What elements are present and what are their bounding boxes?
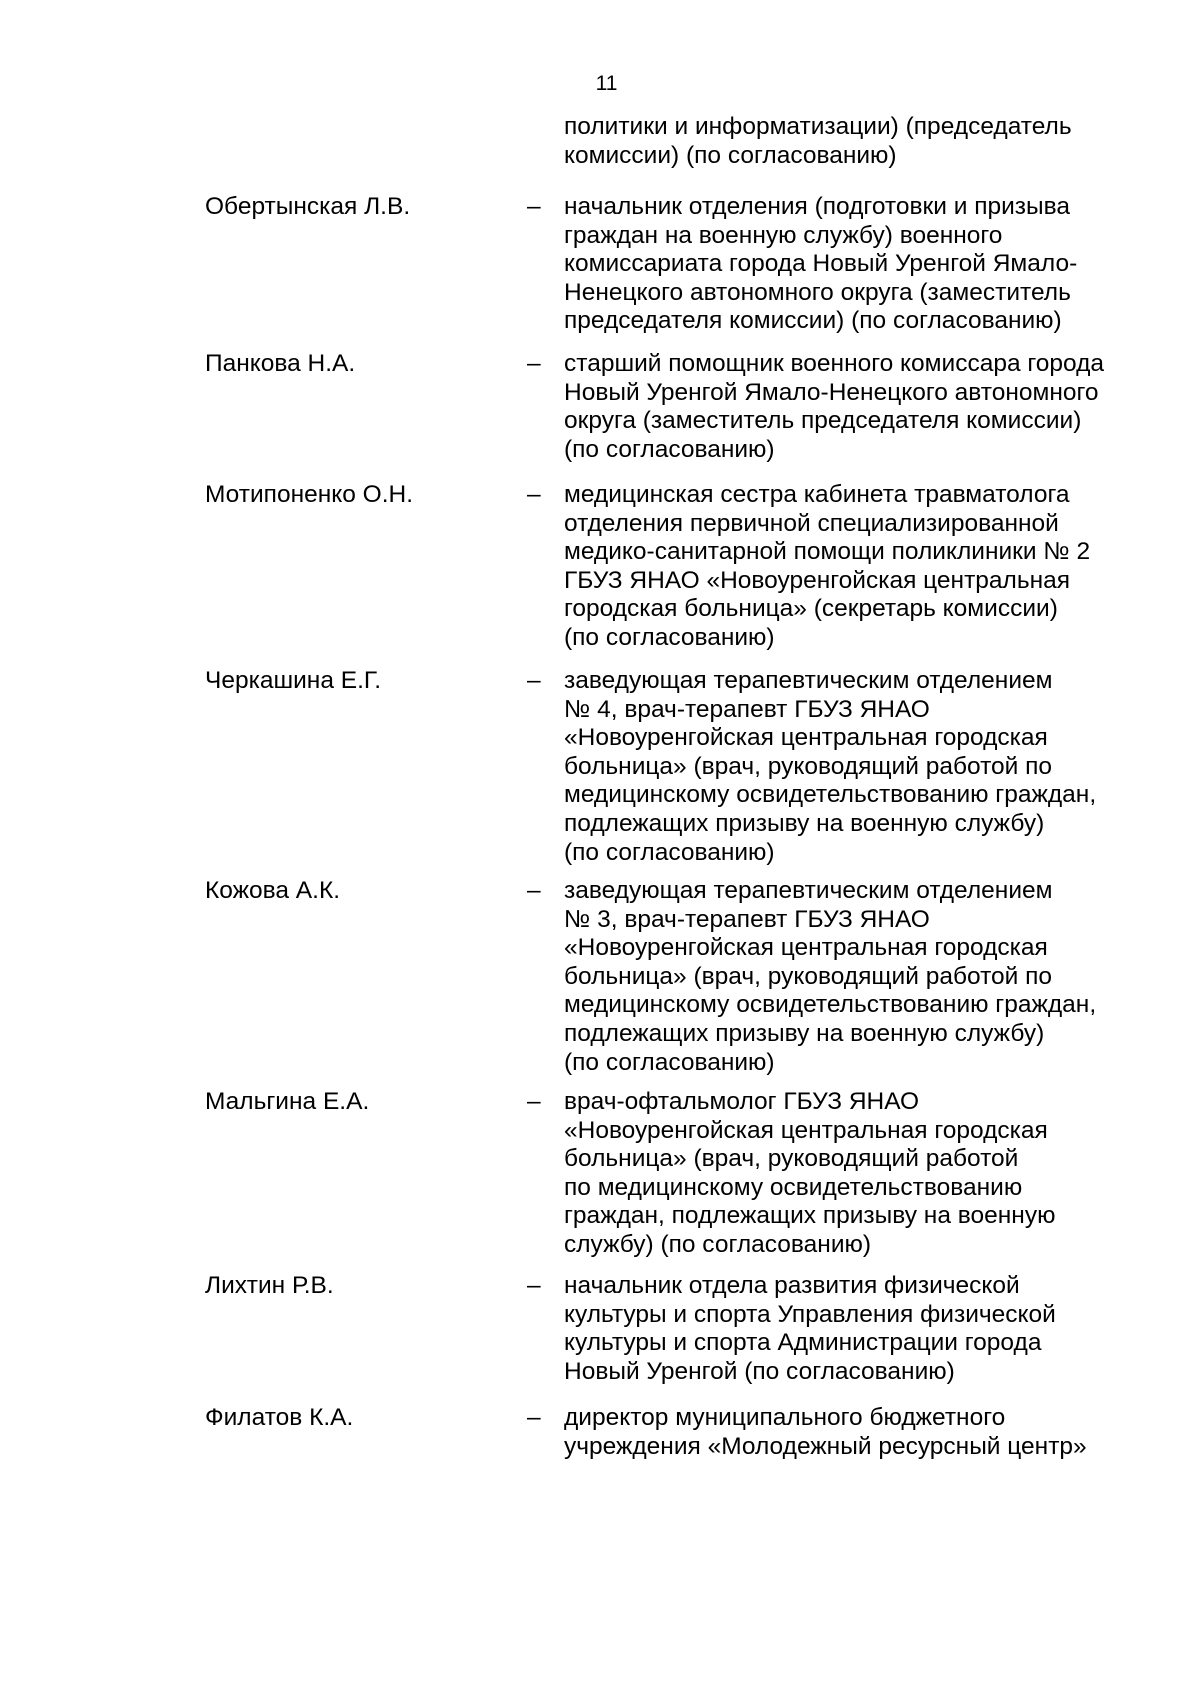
page-number: 11 (595, 72, 618, 95)
member-description: врач-офтальмолог ГБУЗ ЯНАО «Новоуренгойская центральная городская больница» (врач, руководящий работой по медицинскому освидетельствованию граждан, подлежащих призыву на военную службу) (по согласованию) (564, 1088, 1056, 1258)
member-name: Кожова А.К. (205, 877, 341, 904)
member-description: начальник отдела развития физической культуры и спорта Управления физической культуры и спорта Администрации города Новый Уренгой (по согласованию) (564, 1272, 1056, 1385)
member-name: Мотипоненко О.Н. (205, 481, 414, 508)
dash-separator: – (527, 481, 541, 508)
member-name: Обертынская Л.В. (205, 193, 411, 220)
member-name: Лихтин Р.В. (205, 1272, 334, 1299)
dash-separator: – (527, 1404, 541, 1431)
dash-separator: – (527, 877, 541, 904)
member-description: заведующая терапевтическим отделением № 3, врач-терапевт ГБУЗ ЯНАО «Новоуренгойская центральная городская больница» (врач, руководящий работой по медицинскому освидетельствованию граждан, подлежащих призыву на военную службу) (по согласованию) (564, 877, 1097, 1076)
member-description: начальник отделения (подготовки и призыва граждан на военную службу) военного комиссариата города Новый Уренгой Ямало- Ненецкого автономного округа (заместитель председателя комиссии) (по согласованию) (564, 193, 1078, 335)
dash-separator: – (527, 667, 541, 694)
member-description: заведующая терапевтическим отделением № 4, врач-терапевт ГБУЗ ЯНАО «Новоуренгойская центральная городская больница» (врач, руководящий работой по медицинскому освидетельствованию граждан, подлежащих призыву на военную службу) (по согласованию) (564, 667, 1097, 866)
member-name: Панкова Н.А. (205, 350, 356, 377)
member-description: медицинская сестра кабинета травматолога отделения первичной специализированной медико-санитарной помощи поликлиники № 2 ГБУЗ ЯНАО «Новоуренгойская центральная городская больница» (секретарь комиссии) (по согласованию) (564, 481, 1091, 651)
member-name: Филатов К.А. (205, 1404, 354, 1431)
member-description: старший помощник военного комиссара города Новый Уренгой Ямало-Ненецкого автономного округа (заместитель председателя комиссии) (по согласованию) (564, 350, 1105, 463)
member-name: Мальгина Е.А. (205, 1088, 370, 1115)
dash-separator: – (527, 193, 541, 220)
dash-separator: – (527, 1272, 541, 1299)
member-name: Черкашина Е.Г. (205, 667, 381, 694)
dash-separator: – (527, 350, 541, 377)
dash-separator: – (527, 1088, 541, 1115)
member-description: директор муниципального бюджетного учреждения «Молодежный ресурсный центр» (564, 1404, 1087, 1460)
continuation-text: политики и информатизации) (председатель комиссии) (по согласованию) (564, 113, 1072, 169)
